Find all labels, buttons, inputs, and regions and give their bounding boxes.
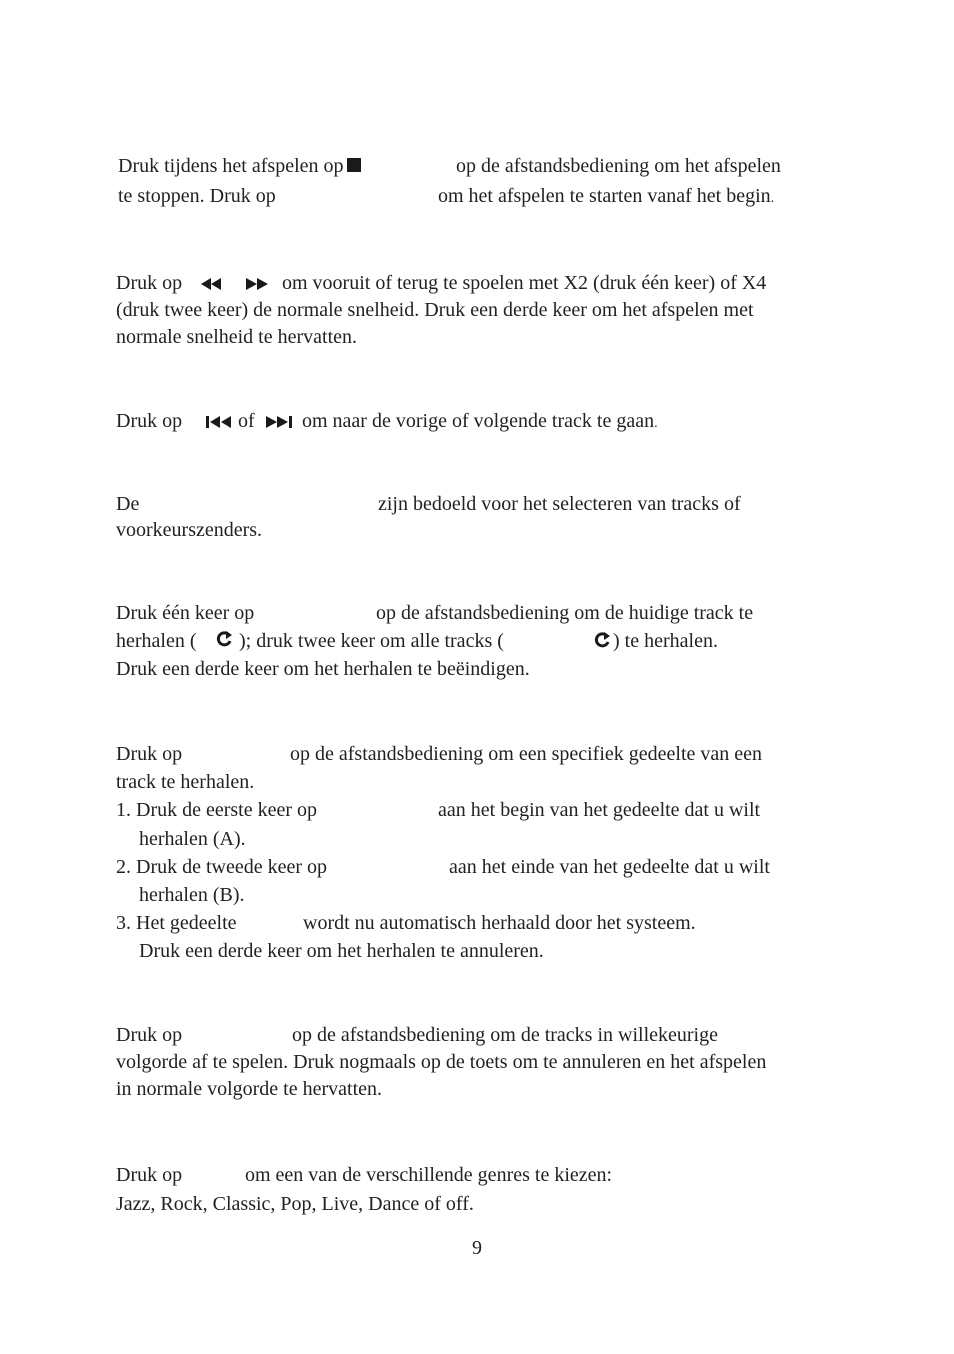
skip-line-1c — [302, 409, 658, 436]
ab-line-1b — [290, 742, 762, 766]
numeric-line-1b — [378, 492, 741, 516]
search-line-3 — [116, 325, 357, 349]
ab-step-1a — [116, 798, 317, 822]
skip-text-1a: Druk op — [116, 410, 183, 432]
ab-step-2-text-a: 2. Druk de tweede keer op — [116, 856, 328, 878]
ab-step-2b — [449, 855, 770, 879]
repeat-line-3 — [116, 657, 530, 681]
ab-step-3-text-c: Druk een derde keer om het herhalen te annuleren. — [139, 940, 544, 962]
fast-forward-icon — [246, 278, 268, 290]
repeat-text-2b: ); druk twee keer om alle tracks ( — [239, 630, 504, 652]
ab-step-3c — [139, 939, 544, 963]
numeric-line-2 — [116, 518, 262, 542]
random-line-1b — [292, 1023, 718, 1047]
eq-line-1a — [116, 1163, 182, 1187]
ab-step-2-text-b: aan het einde van het gedeelte dat u wilt — [449, 856, 770, 878]
eq-line-2 — [116, 1192, 474, 1216]
stop-line-2b — [438, 184, 774, 211]
rewind-icon — [201, 278, 221, 290]
repeat-line-1a — [116, 601, 254, 625]
search-line-2 — [116, 298, 754, 322]
random-line-3 — [116, 1077, 382, 1101]
stop-text-2b: om het afspelen te starten vanaf het begin — [438, 185, 771, 207]
random-text-1b: op de afstandsbediening om de tracks in willekeurige — [292, 1024, 718, 1046]
repeat-text-1b: op de afstandsbediening om de huidige track te — [376, 602, 754, 624]
ab-step-2c — [139, 883, 245, 907]
stop-text-1b: op de afstandsbediening om het afspelen — [456, 155, 781, 177]
random-line-2 — [116, 1050, 766, 1074]
skip-line-1b — [238, 409, 255, 433]
stop-text-2dot: . — [770, 191, 775, 206]
repeat-text-3: Druk een derde keer om het herhalen te beëindigen. — [116, 658, 530, 680]
search-line-1a — [116, 271, 182, 295]
ab-step-2a — [116, 855, 327, 879]
repeat-text-1a: Druk één keer op — [116, 602, 255, 624]
repeat-text-2a: herhalen ( — [116, 630, 197, 652]
repeat-line-2b — [239, 629, 504, 653]
skip-text-1c: om naar de vorige of volgende track te gaan — [302, 410, 655, 432]
ab-text-1a: Druk op — [116, 743, 183, 765]
skip-text-1dot: . — [654, 416, 658, 431]
ab-step-1b — [438, 798, 760, 822]
eq-text-2: Jazz, Rock, Classic, Pop, Live, Dance of off. — [116, 1193, 474, 1215]
search-text-2: (druk twee keer) de normale snelheid. Druk een derde keer om het afspelen met — [116, 299, 754, 321]
search-line-1b — [282, 271, 766, 295]
ab-line-1a — [116, 742, 182, 766]
ab-step-3a — [116, 911, 237, 935]
repeat-line-2a — [116, 629, 197, 653]
skip-line-1a — [116, 409, 182, 433]
stop-text-2a: te stoppen. Druk op — [118, 185, 276, 207]
random-text-1a: Druk op — [116, 1024, 183, 1046]
skip-text-1b: of — [238, 410, 255, 432]
stop-text-1a: Druk tijdens het afspelen op — [118, 155, 344, 177]
numeric-text-2: voorkeurszenders. — [116, 519, 263, 541]
eq-text-1b: om een van de verschillende genres te kiezen: — [245, 1164, 613, 1186]
previous-track-icon — [206, 416, 232, 428]
stop-line-1 — [118, 154, 361, 178]
ab-step-3-text-b: wordt nu automatisch herhaald door het systeem. — [303, 912, 696, 934]
stop-line-1b — [456, 154, 781, 178]
next-track-icon — [266, 416, 294, 428]
eq-line-1b — [245, 1163, 612, 1187]
numeric-text-1a: De — [116, 493, 140, 515]
page-number: 9 — [472, 1237, 482, 1259]
stop-icon — [347, 158, 361, 172]
ab-step-1-text-b: aan het begin van het gedeelte dat u wilt — [438, 799, 761, 821]
ab-step-1c — [139, 827, 246, 851]
ab-step-1-text-c: herhalen (A). — [139, 828, 246, 850]
stop-line-2a — [118, 184, 276, 208]
repeat-all-icon — [593, 632, 611, 648]
random-text-2: volgorde af te spelen. Druk nogmaals op de toets om te annuleren en het afspelen — [116, 1051, 767, 1073]
ab-step-2-text-c: herhalen (B). — [139, 884, 245, 906]
random-text-3: in normale volgorde te hervatten. — [116, 1078, 383, 1100]
random-line-1a — [116, 1023, 182, 1047]
ab-text-2: track te herhalen. — [116, 771, 255, 793]
repeat-one-icon — [215, 631, 233, 647]
ab-step-1-text-a: 1. Druk de eerste keer op — [116, 799, 318, 821]
ab-step-3b — [303, 911, 696, 935]
repeat-line-2c — [613, 629, 718, 653]
repeat-text-2c: ) te herhalen. — [613, 630, 718, 652]
ab-text-1b: op de afstandsbediening om een specifiek gedeelte van een — [290, 743, 763, 765]
numeric-text-1b: zijn bedoeld voor het selecteren van tracks of — [378, 493, 741, 515]
ab-line-2 — [116, 770, 254, 794]
ab-step-3-text-a: 3. Het gedeelte — [116, 912, 237, 934]
repeat-line-1b — [376, 601, 753, 625]
numeric-line-1a — [116, 492, 139, 516]
search-text-1a: Druk op — [116, 272, 183, 294]
search-text-3: normale snelheid te hervatten. — [116, 326, 358, 348]
eq-text-1a: Druk op — [116, 1164, 183, 1186]
search-text-1b: om vooruit of terug te spoelen met X2 (druk één keer) of X4 — [282, 272, 767, 294]
